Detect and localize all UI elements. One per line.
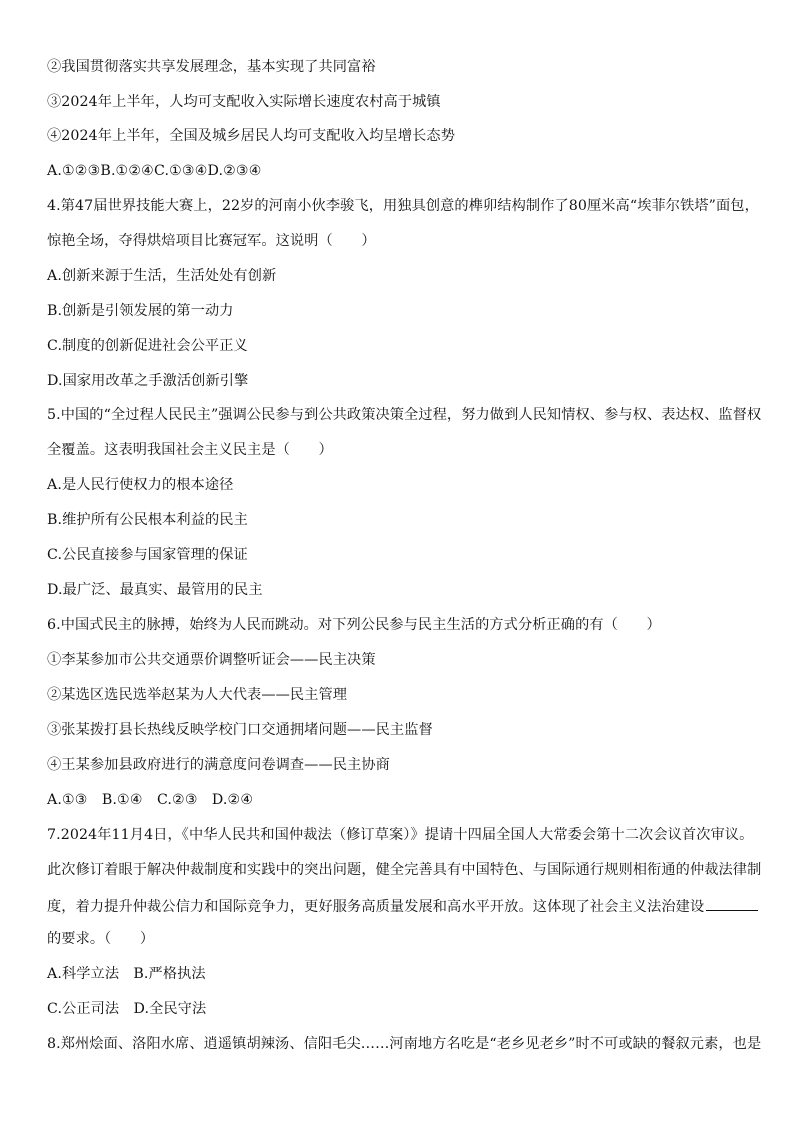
option-a: A.创新来源于生活，生活处处有创新: [47, 268, 277, 284]
option-b: B.维护所有公民根本利益的民主: [47, 512, 248, 528]
question-7-text: 此次修订着眼于解决仲裁制度和实践中的突出问题，健全完善具有中国特色、与国际通行规则相衔通的仲裁法律制: [47, 862, 762, 878]
answer-choices: A.①②③B.①②④C.①③④D.②③④: [47, 163, 262, 179]
option-line: ④2024年上半年，全国及城乡居民人均可支配收入均呈增长态势: [47, 128, 455, 144]
option-c: C.制度的创新促进社会公平正义: [47, 338, 248, 354]
question-5-text: 5.中国的“全过程人民民主”强调公民参与到公共政策决策全过程，努力做到人民知情权、参与权、表达权、监督权: [47, 407, 762, 423]
option-line: ③2024年上半年，人均可支配收入实际增长速度农村高于城镇: [47, 94, 441, 110]
option-d: D.国家用改革之手激活创新引擎: [47, 373, 249, 389]
question-7-text: [47, 896, 752, 916]
option-line: C.公正司法 D.全民守法: [47, 1001, 207, 1017]
option-d: D.最广泛、最真实、最管用的民主: [47, 582, 263, 598]
question-7-text-part: 度，着力提升仲裁公信力和国际竞争力，更好服务高质量发展和高水平开放。这体现了社会主义法治建设: [47, 899, 705, 915]
question-4-text: 4.第47届世界技能大赛上，22岁的河南小伙李骏飞，用独具创意的榫卯结构制作了80厘米高“埃菲尔铁塔”面包，: [47, 198, 759, 214]
option-line: ①李某参加市公共交通票价调整听证会——民主决策: [47, 652, 376, 668]
option-c: C.公民直接参与国家管理的保证: [47, 547, 248, 563]
question-7-text: 7.2024年11月4日，《中华人民共和国仲裁法（修订草案）》提请十四届全国人大常委会第十二次会议首次审议。: [47, 827, 754, 843]
question-8-text: 8.郑州烩面、洛阳水席、逍遥镇胡辣汤、信阳毛尖……河南地方名吃是“老乡见老乡”时不可或缺的餐叙元素，也是: [47, 1036, 762, 1052]
option-b: B.创新是引领发展的第一动力: [47, 303, 234, 319]
option-a: A.是人民行使权力的根本途径: [47, 477, 234, 493]
option-line: ③张某拨打县长热线反映学校门口交通拥堵问题——民主监督: [47, 722, 433, 738]
question-7-text: 的要求。（ ）: [47, 931, 155, 947]
fill-blank: [706, 896, 758, 911]
option-line: ②某选区选民选举赵某为人大代表——民主管理: [47, 687, 348, 703]
option-line: A.科学立法 B.严格执法: [47, 966, 206, 982]
option-line: ④王某参加县政府进行的满意度问卷调查——民主协商: [47, 757, 390, 773]
question-5-text: 全覆盖。这表明我国社会主义民主是（ ）: [47, 442, 333, 458]
question-6-text: 6.中国式民主的脉搏，始终为人民而跳动。对下列公民参与民主生活的方式分析正确的有（ ）: [47, 617, 661, 633]
option-line: ②我国贯彻落实共享发展理念，基本实现了共同富裕: [47, 59, 376, 75]
answer-choices: A.①③ B.①④ C.②③ D.②④: [47, 792, 254, 808]
question-4-text: 惊艳全场，夺得烘焙项目比赛冠军。这说明（ ）: [47, 233, 376, 249]
